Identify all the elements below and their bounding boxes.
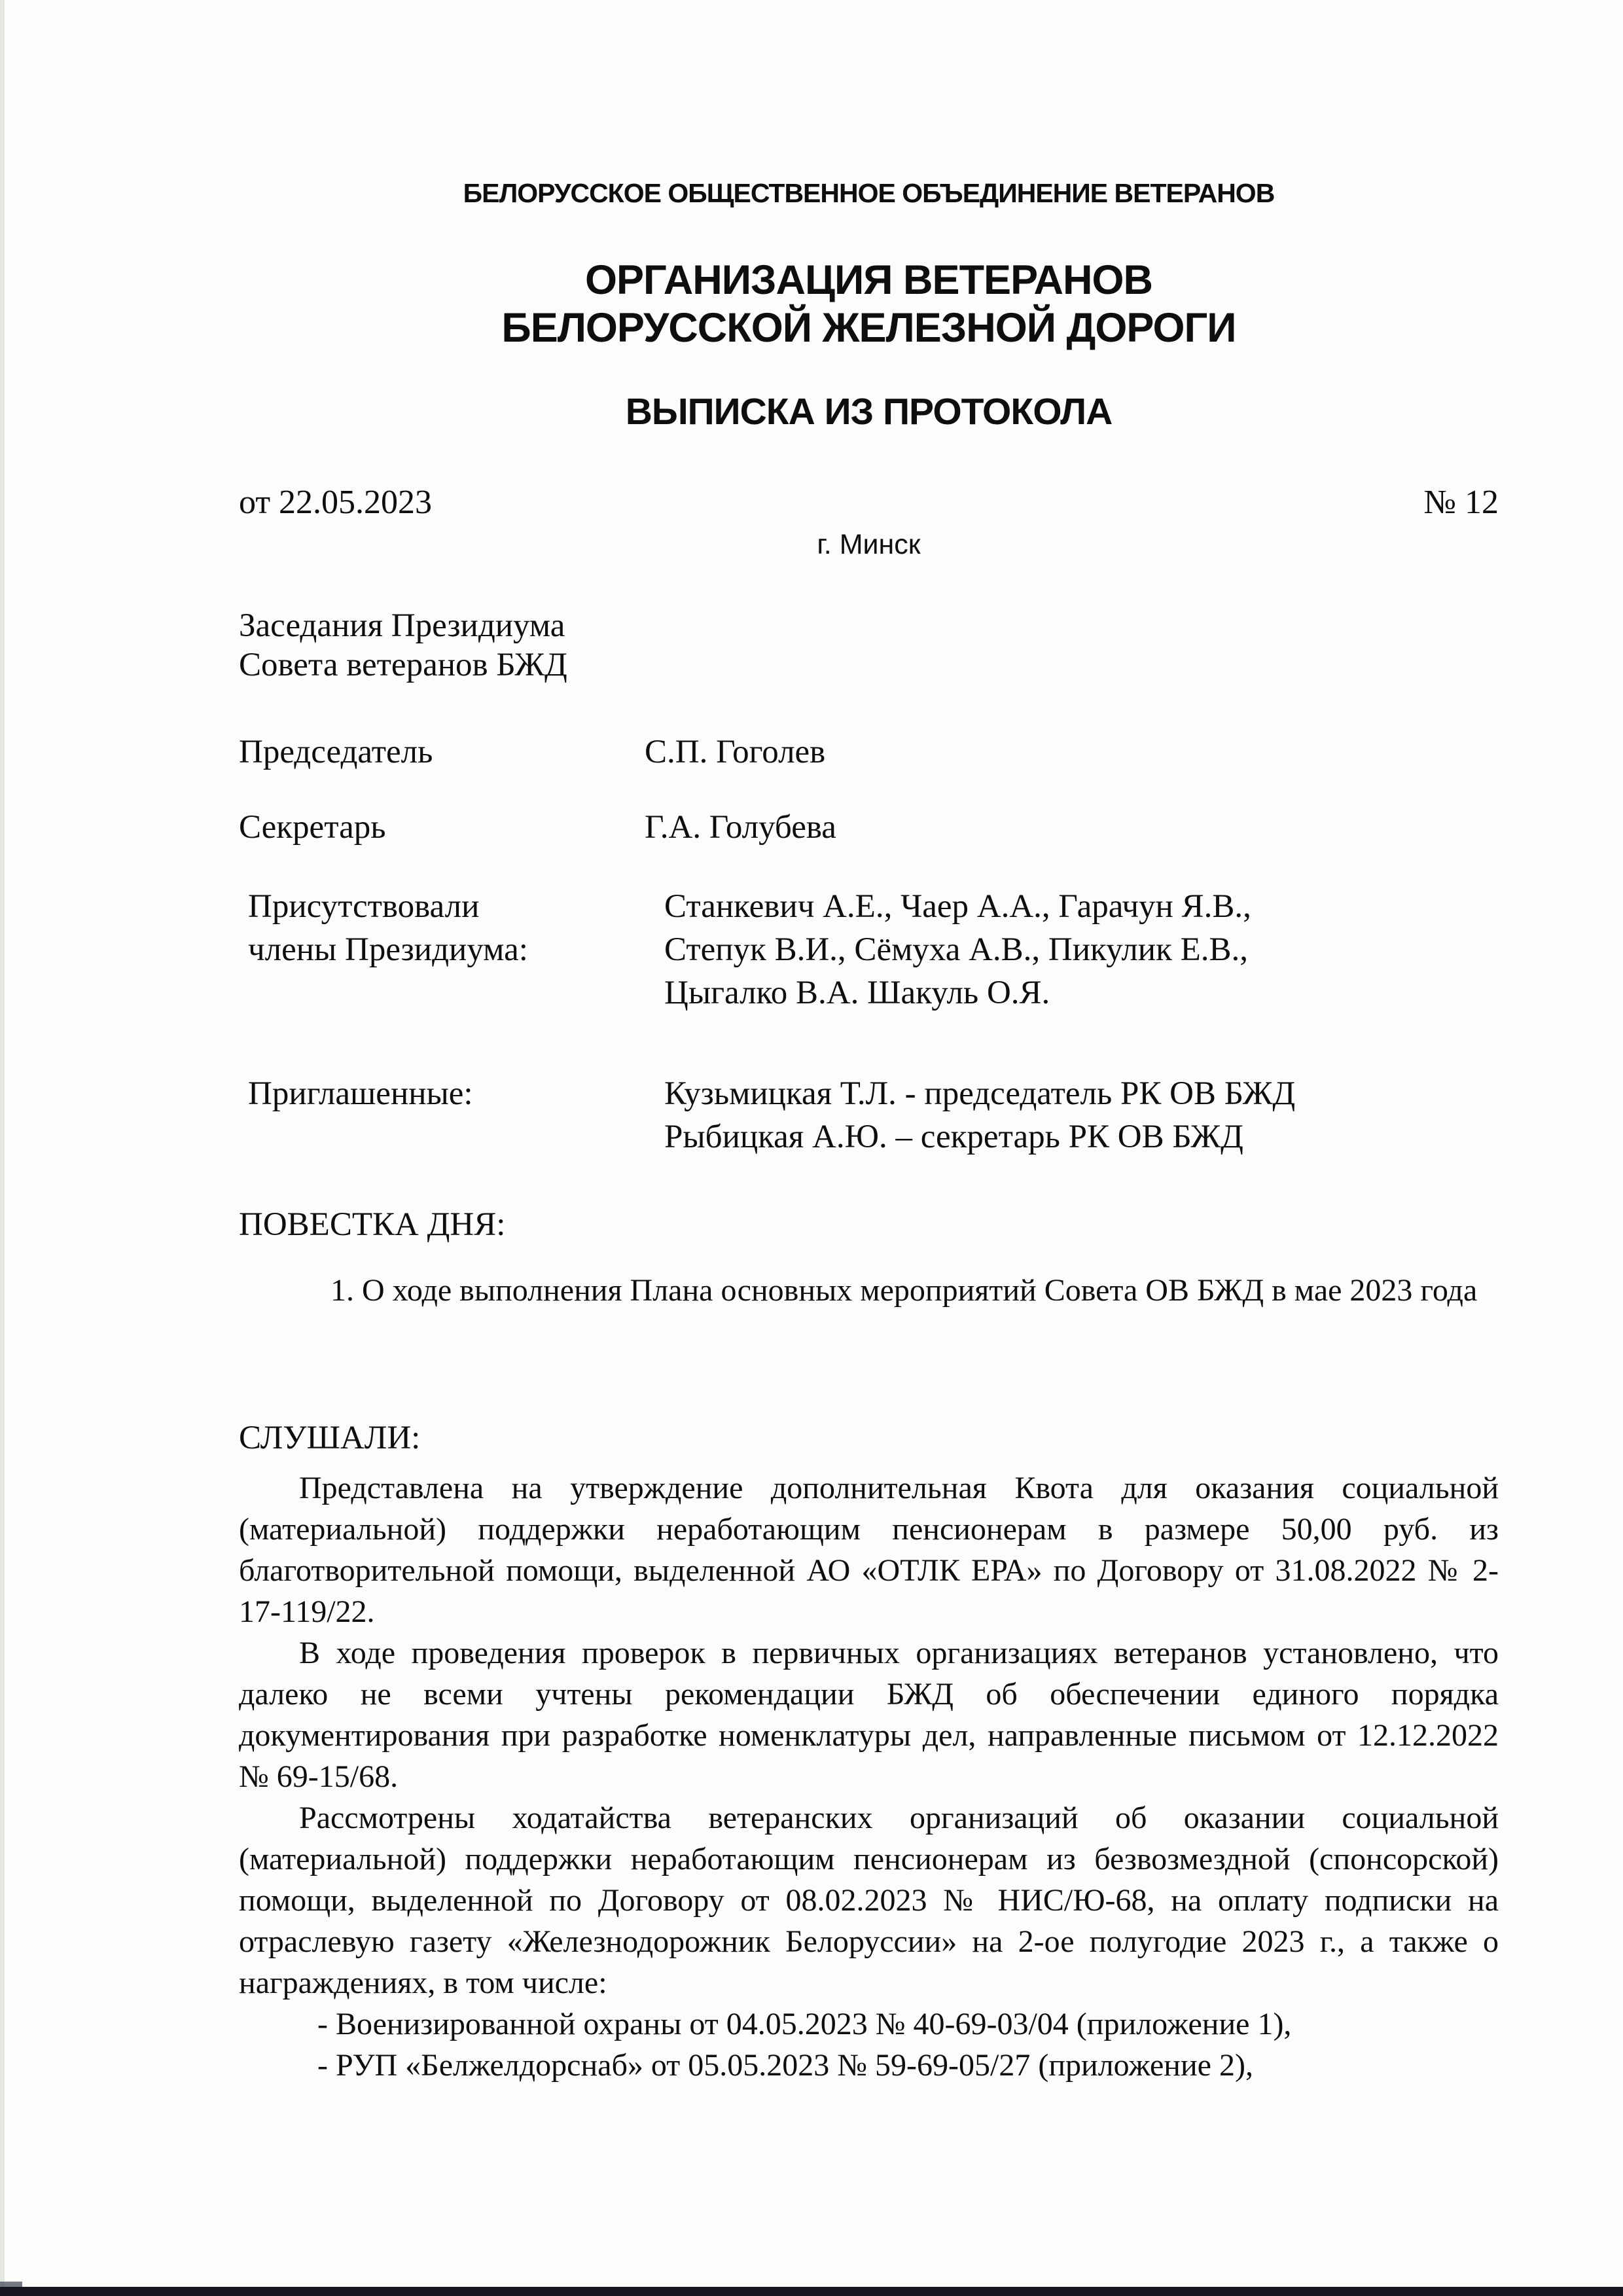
secretary-label: Секретарь bbox=[239, 809, 386, 846]
agenda-heading: ПОВЕСТКА ДНЯ: bbox=[239, 1206, 506, 1243]
chairman-name: С.П. Гоголев bbox=[645, 734, 826, 770]
attendees-names bbox=[664, 885, 1499, 1014]
attendees-label bbox=[239, 885, 664, 1014]
agenda-item: 1. О ходе выполнения Плана основных мероприятий Совета ОВ БЖД в мае 2023 года bbox=[330, 1273, 1478, 1308]
list-item: - РУП «Белжелдорснаб» от 05.05.2023 № 59-69-05/27 (приложение 2), bbox=[317, 2048, 1253, 2083]
attendees-names-line3: Цыгалко В.А. Шакуль О.Я. bbox=[664, 975, 1050, 1011]
attendees-names-line1: Станкевич А.Е., Чаер А.А., Гарачун Я.В., bbox=[664, 888, 1251, 925]
document-date: от 22.05.2023 bbox=[239, 484, 433, 521]
paragraph: Рассмотрены ходатайства ветеранских организаций об оказании социальной (материальной) поддержки неработающим пенсионерам из безвозмездной (спонсорской) помощи, выделенной по Договору от 08.02.2023 № НИС/Ю-68, на оплату подписки на отраслевую газету «Железнодорожник Белоруссии» на 2-ое полугодие 2023 г., а также о награждениях, в том числе: bbox=[239, 1801, 1499, 2000]
paragraph: В ходе проведения проверок в первичных организациях ветеранов установлено, что далеко не всеми учтены рекомендации БЖД об обеспечении единого порядка документирования при разработке номенклатуры дел, направленные письмом от 12.12.2022 № 69-15/68. bbox=[239, 1636, 1499, 1794]
city-label: г. Минск bbox=[817, 529, 921, 560]
attendees-names-line2: Степук В.И., Сёмуха А.В., Пикулик Е.В., bbox=[664, 931, 1249, 968]
organization-name-line1: ОРГАНИЗАЦИЯ ВЕТЕРАНОВ bbox=[584, 257, 1153, 303]
invited-block bbox=[239, 1072, 1499, 1158]
parent-organization-title: БЕЛОРУССКОЕ ОБЩЕСТВЕННОЕ ОБЪЕДИНЕНИЕ ВЕТЕРАНОВ bbox=[463, 178, 1275, 208]
attendees-label-line1: Присутствовали bbox=[248, 888, 480, 925]
secretary-row bbox=[239, 806, 1499, 849]
invited-names-line1: Кузьмицкая Т.Л. - председатель РК ОВ БЖД bbox=[664, 1075, 1296, 1112]
attendees-label-line2: члены Президиума: bbox=[248, 931, 528, 968]
scan-edge-bottom bbox=[0, 2287, 1623, 2296]
meeting-name-line1: Заседания Президиума bbox=[239, 607, 565, 644]
secretary-name: Г.А. Голубева bbox=[645, 809, 836, 846]
meeting-name-line2: Совета ветеранов БЖД bbox=[239, 647, 567, 683]
organization-name-line2: БЕЛОРУССКОЙ ЖЕЛЕЗНОЙ ДОРОГИ bbox=[501, 305, 1236, 351]
heard-body bbox=[239, 1467, 1499, 2086]
document-type-title: ВЫПИСКА ИЗ ПРОТОКОЛА bbox=[625, 391, 1113, 433]
paragraph: Представлена на утверждение дополнительная Квота для оказания социальной (материальной) поддержки неработающим пенсионерам в размере 50,00 руб. из благотворительной помощи, выделенной АО «ОТЛК ЕРА» по Договору от 31.08.2022 № 2-17-119/22. bbox=[239, 1471, 1499, 1629]
attendees-block bbox=[239, 885, 1499, 1014]
chairman-row bbox=[239, 730, 1499, 774]
meeting-name bbox=[239, 606, 1499, 685]
organization-name bbox=[239, 257, 1499, 352]
scan-edge-left bbox=[0, 0, 5, 2296]
invited-names bbox=[664, 1072, 1499, 1158]
invited-names-line2: Рыбицкая А.Ю. – секретарь РК ОВ БЖД bbox=[664, 1119, 1243, 1155]
invited-label: Приглашенные: bbox=[248, 1075, 473, 1112]
date-number-row bbox=[239, 483, 1499, 522]
chairman-label: Председатель bbox=[239, 734, 433, 770]
heard-heading: СЛУШАЛИ: bbox=[239, 1420, 421, 1456]
document-number: № 12 bbox=[1423, 484, 1499, 521]
list-item: - Военизированной охраны от 04.05.2023 № 40-69-03/04 (приложение 1), bbox=[317, 2007, 1292, 2041]
